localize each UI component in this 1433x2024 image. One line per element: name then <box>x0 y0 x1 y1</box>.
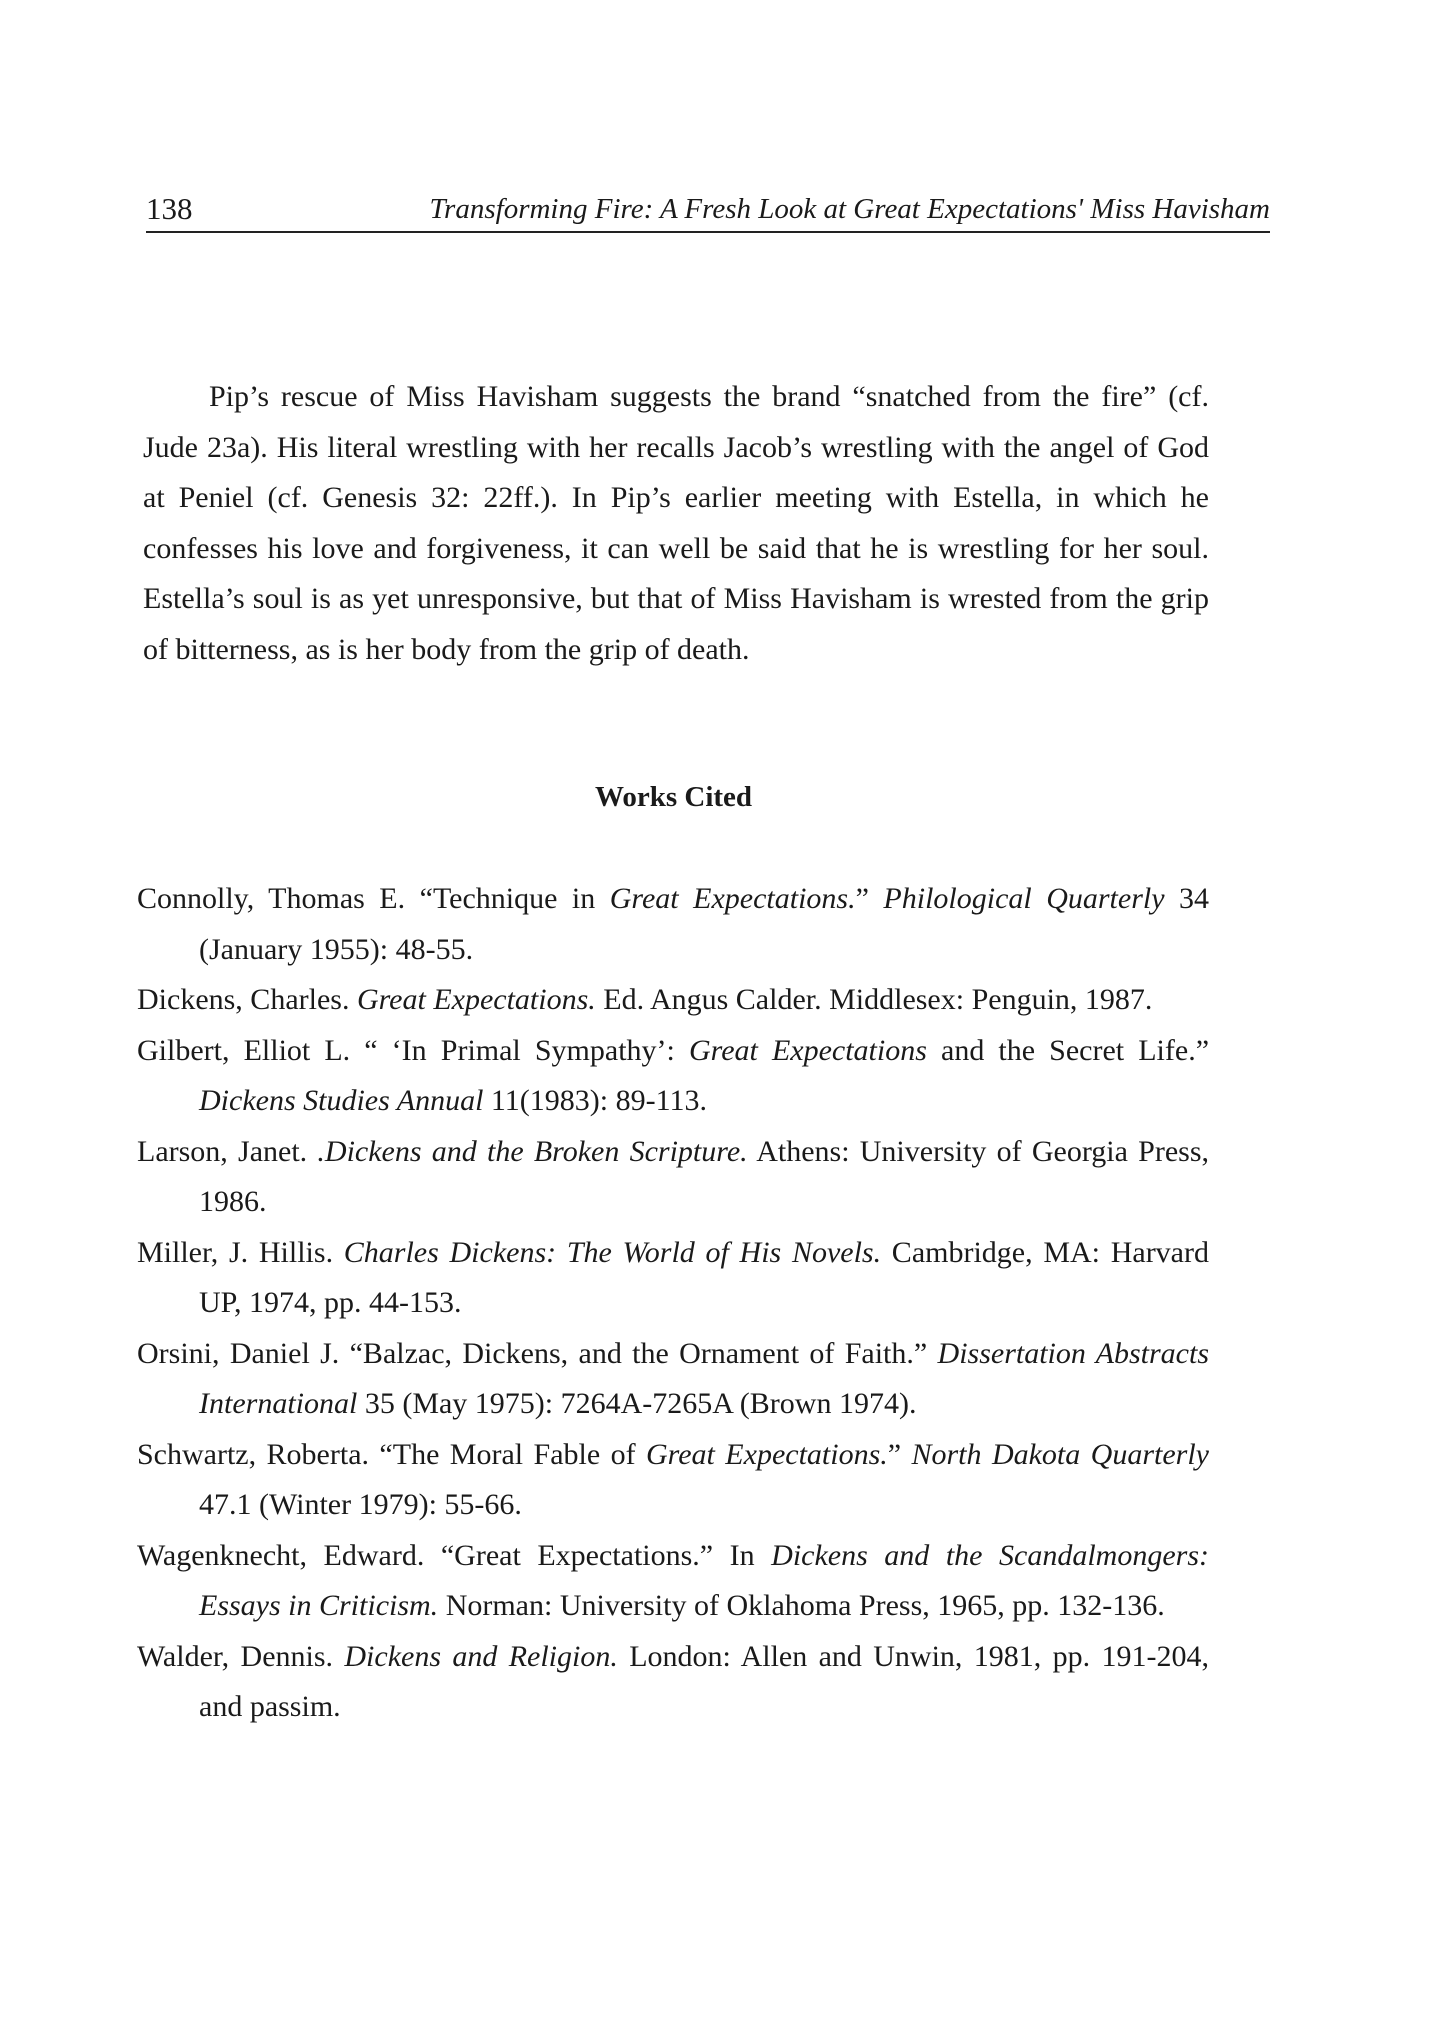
citation-entry <box>137 874 1209 975</box>
citation-entry <box>137 1329 1209 1430</box>
citation-part: Athens: University of Georgia Press, 1986. <box>199 1134 1209 1218</box>
citation-entry <box>137 1228 1209 1329</box>
citation-entry <box>137 1531 1209 1632</box>
citation-part: Ed. Angus Calder. Middlesex: Penguin, 1987. <box>595 983 1153 1016</box>
citation-entry <box>137 1026 1209 1127</box>
citation-title: Great Expectations. <box>609 882 856 915</box>
citation-part: Dickens, Charles. <box>137 983 357 1016</box>
body-paragraph: Pip’s rescue of Miss Havisham suggests the brand “snatched from the fire” (cf. Jude 23a). His literal wrestling with her recalls Jacob’s wrestling with the angel of God at Peniel (cf. Genesis 32: 22ff.). In Pip’s earlier meeting with Estella, in which he confesses his love and forgiveness, it can well be said that he is wrestling for her soul. Estella’s soul is as yet unresponsive, but that of Miss Havisham is wrested from the grip of bitterness, as is her body from the grip of death. <box>143 380 1209 666</box>
citation-part: ” <box>887 1437 912 1471</box>
citation-part: and the Secret Life.” <box>926 1033 1210 1067</box>
citation-title: Great Expectations. <box>646 1437 888 1471</box>
citation-title: Dissertation Abstracts International <box>199 1336 1210 1420</box>
citation-entry <box>137 975 1209 1026</box>
citation-part: 47.1 (Winter 1979): 55-66. <box>199 1488 522 1521</box>
works-cited-list <box>137 874 1209 1733</box>
citation-part: London: Allen and Unwin, 1981, pp. 191-204, and passim. <box>199 1639 1209 1723</box>
citation-part: 35 (May 1975): 7264A-7265A (Brown 1974). <box>357 1387 917 1420</box>
citation-part: Norman: University of Oklahoma Press, 1965, pp. 132-136. <box>438 1589 1165 1622</box>
citation-title: Dickens and the Scandalmongers: Essays in Criticism. <box>199 1538 1209 1622</box>
citation-title: Dickens and Religion. <box>344 1639 618 1673</box>
citation-part: Schwartz, Roberta. “The Moral Fable of <box>137 1437 647 1471</box>
citation-title: .Dickens and the Broken Scripture. <box>317 1134 748 1168</box>
citation-part: Wagenknecht, Edward. “Great Expectations.” In <box>137 1538 772 1572</box>
citation-part: Walder, Dennis. <box>137 1639 345 1673</box>
citation-part: Cambridge, MA: Harvard UP, 1974, pp. 44-153. <box>199 1235 1209 1319</box>
citation-part: 11(1983): 89-113. <box>483 1084 707 1117</box>
citation-title: Great Expectations <box>688 1033 927 1067</box>
citation-journal: Dickens Studies Annual <box>199 1084 484 1117</box>
running-title: Transforming Fire: A Fresh Look at Great Expectations' Miss Havisham <box>429 193 1270 225</box>
citation-part: 34 (January 1955): 48-55. <box>199 882 1210 966</box>
citation-title: Great Expectations. <box>356 983 596 1016</box>
citation-part: ” <box>855 882 884 915</box>
citation-title: Charles Dickens: The World of His Novels. <box>343 1235 882 1269</box>
citation-entry <box>137 1632 1209 1733</box>
citation-part: Connolly, Thomas E. “Technique in <box>137 882 610 915</box>
citation-part: Larson, Janet. <box>137 1134 318 1168</box>
citation-part: Gilbert, Elliot L. “ ‘In Primal Sympathy’: <box>137 1033 689 1067</box>
works-cited-heading: Works Cited <box>594 781 753 813</box>
citation-journal: Philological Quarterly <box>883 882 1165 915</box>
running-header <box>146 183 1270 233</box>
page-number: 138 <box>146 191 193 226</box>
citation-part: Orsini, Daniel J. “Balzac, Dickens, and the Ornament of Faith.” <box>137 1336 938 1370</box>
citation-entry <box>137 1127 1209 1228</box>
citation-entry <box>137 1430 1209 1531</box>
citation-part: Miller, J. Hillis. <box>137 1235 344 1269</box>
citation-journal: North Dakota Quarterly <box>911 1437 1209 1471</box>
